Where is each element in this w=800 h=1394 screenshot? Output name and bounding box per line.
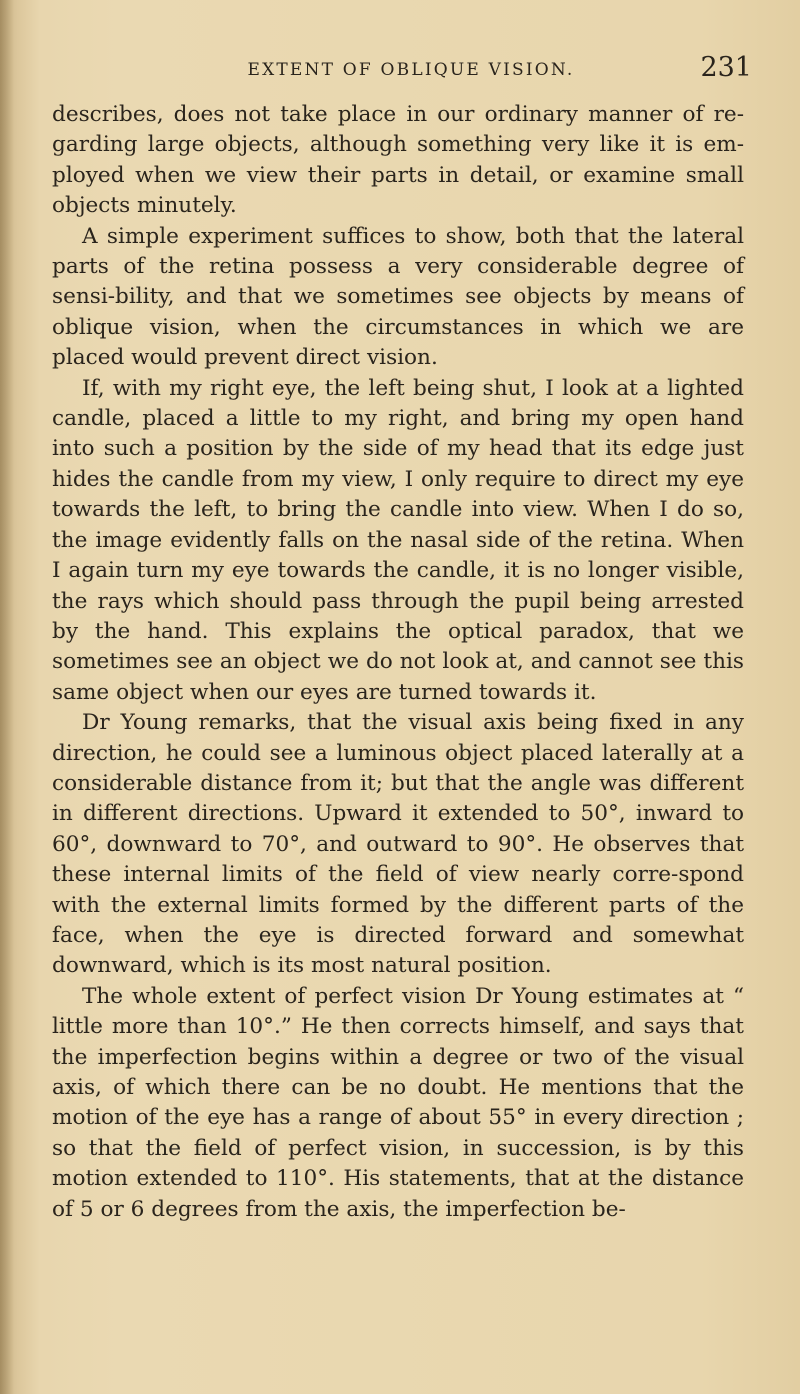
body-text (52, 100, 744, 1225)
running-head: EXTENT OF OBLIQUE VISION. (247, 60, 575, 80)
page-number: 231 (700, 52, 752, 83)
paragraph-continued: describes, does not take place in our ordinary manner of re-garding large objects, although something very like it is em-ployed when we view their parts in detail, or examine small objects minutely. (52, 102, 744, 219)
paragraph-perfect-vision: The whole extent of perfect vision Dr Young estimates at “ little more than 10°.” He then corrects himself, and says that the imperfection begins within a degree or two of the visual axis, of which there can be no doubt. He mentions that the motion of the eye has a range of about 55° in every direction ; so that the field of perfect vision, in succession, is by this motion extended to 110°. His statements, that at the distance of 5 or 6 degrees from the axis, the imperfection be- (52, 983, 744, 1222)
paragraph-young-remarks: Dr Young remarks, that the visual axis being fixed in any direction, he could see a luminous object placed laterally at a considerable distance from it; but that the angle was different in different directions. Upward it extended to 50°, inward to 60°, downward to 70°, and outward to 90°. He observes that these internal limits of the field of view nearly corre-spond with the external limits formed by the different parts of the face, when the eye is directed forward and somewhat downward, which is its most natural position. (52, 710, 744, 979)
paragraph-candle-experiment: If, with my right eye, the left being shut, I look at a lighted candle, placed a little to my right, and bring my open hand into such a position by the side of my head that its edge just hides the candle from my view, I only require to direct my eye towards the left, to bring the candle into view. When I do so, the image evidently falls on the nasal side of the retina. When I again turn my eye towards the candle, it is no longer visible, the rays which should pass through the pupil being arrested by the hand. This explains the optical paradox, that we sometimes see an object we do not look at, and cannot see this same object when our eyes are turned towards it. (52, 375, 744, 705)
binding-shadow (0, 0, 14, 1394)
paragraph-simple-experiment: A simple experiment suffices to show, both that the lateral parts of the retina possess a very considerable degree of sensi-bility, and that we sometimes see objects by means of oblique vision, when the circumstances in which we are placed would prevent direct vision. (52, 223, 744, 371)
page-header (52, 50, 752, 90)
